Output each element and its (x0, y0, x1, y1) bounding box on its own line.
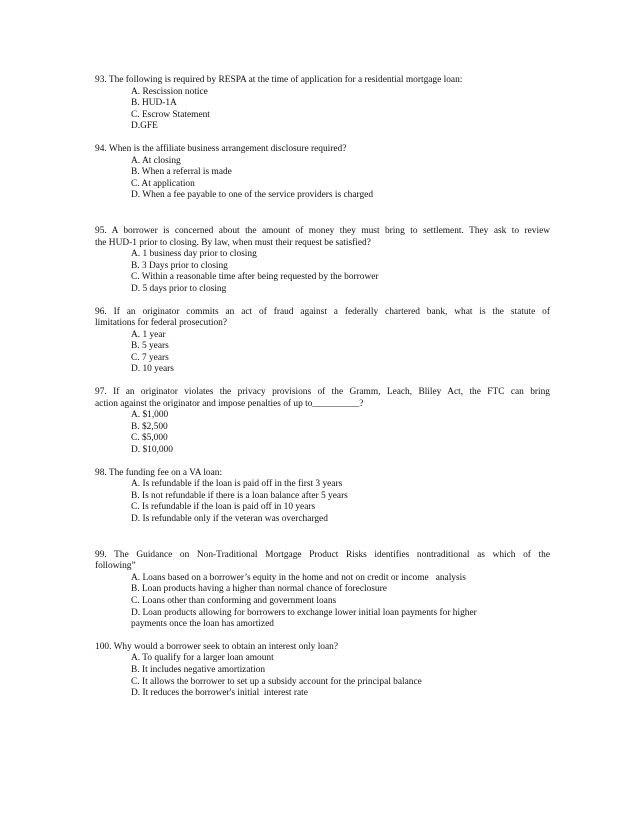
option-c: C. Escrow Statement (131, 109, 210, 120)
option-d: D. 5 days prior to closing (131, 283, 227, 294)
question-list (95, 75, 550, 700)
option-list (95, 479, 550, 525)
question-stem-line-2: action against the originator and impose penalties of up to__________? (95, 398, 364, 409)
option-list (95, 87, 550, 133)
option-a: A. Is refundable if the loan is paid off in the first 3 years (131, 479, 343, 490)
option-list (95, 249, 550, 295)
option-d-continued: payments once the loan has amortized (131, 619, 274, 630)
option-d: D. Is refundable only if the veteran was overcharged (131, 514, 328, 524)
option-list (95, 653, 550, 699)
question-100 (95, 642, 550, 700)
question-stem-line-2: the HUD-1 prior to closing. By law, when must their request be satisfied? (95, 237, 371, 248)
option-c: C. 7 years (131, 352, 169, 363)
option-c: C. It allows the borrower to set up a subsidy account for the principal balance (131, 676, 422, 687)
option-a: A. 1 year (131, 329, 166, 340)
option-d: D. $10,000 (131, 445, 173, 456)
option-a: A. Rescission notice (131, 86, 208, 97)
question-96 (95, 307, 550, 377)
question-stem-line-2: limitations for federal prosecution? (95, 318, 227, 329)
option-a: A. 1 business day prior to closing (131, 249, 257, 260)
option-c: C. At application (131, 178, 195, 189)
option-list (95, 410, 550, 456)
option-c: C. Loans other than conforming and government loans (131, 595, 337, 606)
option-b: B. HUD-1A (131, 98, 177, 109)
option-list (95, 573, 550, 631)
option-d: D.GFE (131, 121, 158, 132)
option-c: C. Within a reasonable time after being requested by the borrower (131, 272, 379, 283)
question-stem-line-1: 99. The Guidance on Non-Traditional Mortgage Product Risks identifies nontraditional as which of the (95, 549, 550, 560)
option-c: C. $5,000 (131, 433, 168, 444)
option-b: B. $2,500 (131, 421, 168, 432)
option-b: B. It includes negative amortization (131, 664, 266, 675)
question-stem-line-1: 95. A borrower is concerned about the amount of money they must bring to settlement. They ask to review (95, 225, 550, 236)
question-stem: 98. The funding fee on a VA loan: (95, 467, 223, 478)
question-93 (95, 75, 550, 133)
option-c: C. Is refundable if the loan is paid off in 10 years (131, 502, 316, 513)
option-d: D. It reduces the borrower's initial interest rate (131, 688, 308, 699)
option-b: B. 5 years (131, 341, 169, 352)
question-98 (95, 468, 550, 526)
question-stem-line-1: 96. If an originator commits an act of fraud against a federally chartered bank, what is the statute of (95, 306, 550, 317)
question-97 (95, 387, 550, 457)
option-b: B. Is not refundable if there is a loan balance after 5 years (131, 490, 348, 501)
option-d: D. Loan products allowing for borrowers to exchange lower initial loan payments for higher (131, 607, 477, 618)
question-stem: 93. The following is required by RESPA at the time of application for a residential mortgage loan: (95, 75, 463, 85)
option-a: A. At closing (131, 155, 181, 166)
question-stem: 94. When is the affiliate business arrangement disclosure required? (95, 143, 347, 154)
question-stem: 100. Why would a borrower seek to obtain an interest only loan? (95, 641, 338, 652)
option-b: B. Loan products having a higher than normal chance of foreclosure (131, 584, 387, 595)
question-99 (95, 550, 550, 631)
question-stem-line-2: following” (95, 561, 136, 572)
option-list (95, 156, 550, 202)
option-b: B. 3 Days prior to closing (131, 260, 228, 271)
question-94 (95, 144, 550, 202)
question-95 (95, 226, 550, 296)
option-b: B. When a referral is made (131, 167, 232, 178)
option-d: D. When a fee payable to one of the service providers is charged (131, 190, 374, 201)
option-a: A. To qualify for a larger loan amount (131, 653, 274, 664)
option-a: A. $1,000 (131, 410, 169, 421)
option-d: D. 10 years (131, 364, 174, 375)
option-a: A. Loans based on a borrower’s equity in the home and not on credit or income analysis (131, 572, 466, 583)
question-stem-line-1: 97. If an originator violates the privacy provisions of the Gramm, Leach, Bliley Act, the FTC can bring (95, 387, 550, 398)
option-list (95, 330, 550, 376)
